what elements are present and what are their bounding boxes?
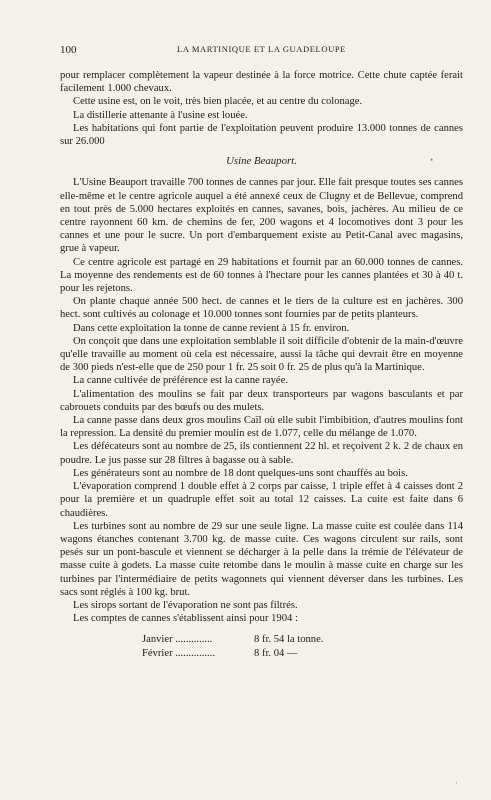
page-number: 100 <box>60 44 77 56</box>
section-title: Usine Beauport. <box>226 155 297 168</box>
paragraph: L'évaporation comprend 1 double effet à 2 corps par caisse, 1 triple effet à 4 caisses dont 2 pour la première et un quadruple effet soit au total 12 caisses. La cuite est faite dans 6 chaudières. <box>60 481 463 519</box>
paragraph: Les turbines sont au nombre de 29 sur une seule ligne. La masse cuite est coulée dans 114 wagons étanches contenant 3.700 kg. de masse cuite. Ces wagons circulent sur rails, sont pesés sur un pont-bascule et viennent se décharger à la pelle dans la trémie de l'élévateur de masse cuite à godets. La masse cuite retombe dans le moulin à masse cuite en charge sur les turbines par l'intermédiaire de petits wagonnets qui viennent déverser dans les turbines. Les sacs sont réglés à 100 kg. brut. <box>60 520 463 598</box>
ledger-row <box>60 647 463 660</box>
paragraph: Les comptes de cannes s'établissent ainsi pour 1904 : <box>73 613 298 625</box>
paragraph: Ce centre agricole est partagé en 29 habitations et fournit par an 60.000 tonnes de cannes. La moyenne des rendements est de 60 tonnes à l'hectare pour les cannes plantées et 30 à 40 t. pour les rejetons. <box>60 256 463 295</box>
ledger-row <box>60 633 463 646</box>
paragraph: La distillerie attenante à l'usine est louée. <box>73 109 248 121</box>
paragraph: On plante chaque année 500 hect. de cannes et le tiers de la culture est en jachères. 300 hect. sont cultivés au colonage et 10.000 tonnes sont fournies par de petits planteurs. <box>60 296 463 321</box>
paragraph: Les défécateurs sont au nombre de 25, ils contiennent 22 hl. et reçoivent 2 k. 2 de chaux en poudre. Le jus passe sur 28 filtres à bagasse ou à sable. <box>60 441 463 466</box>
page-header <box>60 44 463 64</box>
paragraph: La canne cultivée de préférence est la canne rayée. <box>73 375 288 387</box>
ledger-month: Janvier .............. <box>142 634 213 646</box>
paragraph: L'Usine Beauport travaille 700 tonnes de cannes par jour. Elle fait presque toutes ses cannes elle-même et le centre agricole auquel a été annexé ceux de Clugny et de Bellevue, comprend en tout près de 5.000 hectares exploités en cannes, savanes, bois, jachères. Au milieu de ce centre rayonnent 60 km. de chemins de fer, 200 wagons et 4 locomotives dont 3 pour les cannes et une pour le sucre. Un port d'embarquement existe au Petit-Canal avec magasins, grue à vapeur. <box>60 177 463 255</box>
ledger-month: Février ............... <box>142 647 215 659</box>
paragraph: Les sirops sortant de l'évaporation ne sont pas filtrés. <box>73 599 298 611</box>
ledger-amount: 8 fr. 04 — <box>254 647 298 659</box>
paragraph: Cette usine est, on le voit, très bien placée, et au centre du colonage. <box>73 96 363 108</box>
page-body <box>60 69 463 660</box>
ledger-amount: 8 fr. 54 la tonne. <box>254 634 324 646</box>
running-title: LA MARTINIQUE ET LA GUADELOUPE <box>177 44 346 54</box>
print-speck: • <box>430 155 434 165</box>
paragraph: On conçoit que dans une exploitation semblable il soit difficile d'obtenir de la main-d'œuvre qu'elle travaille au moment où cela est nécessaire, aussi la tâche qui devrait être en moyenne de 300 pieds n'est-elle que de 250 pour 1 fr. 25 soit 0 fr. 25 de plus qu'à la Martinique. <box>60 335 463 374</box>
print-speck: · <box>455 778 458 788</box>
paragraph: pour remplacer complètement la vapeur destinée à la force motrice. Cette chute captée ferait facilement 1.000 chevaux. <box>60 70 463 95</box>
paragraph: Les générateurs sont au nombre de 18 dont quelques-uns sont chauffés au bois. <box>73 467 408 479</box>
paragraph: La canne passe dans deux gros moulins Caïl où elle subit l'imbibition, d'autres moulins font la repression. La densité du premier moulin est de 1.077, celle du mélange de 1.070. <box>60 415 463 440</box>
paragraph: Dans cette exploitation la tonne de canne revient à 15 fr. environ. <box>73 322 350 334</box>
paragraph: L'alimentation des moulins se fait par deux transporteurs par wagons basculants et par cabrouets conduits par des bœufs ou des mulets. <box>60 388 463 413</box>
cost-ledger <box>60 633 463 659</box>
paragraph: Les habitations qui font partie de l'exploitation peuvent produire 13.000 tonnes de cannes sur 26.000 <box>60 122 463 148</box>
